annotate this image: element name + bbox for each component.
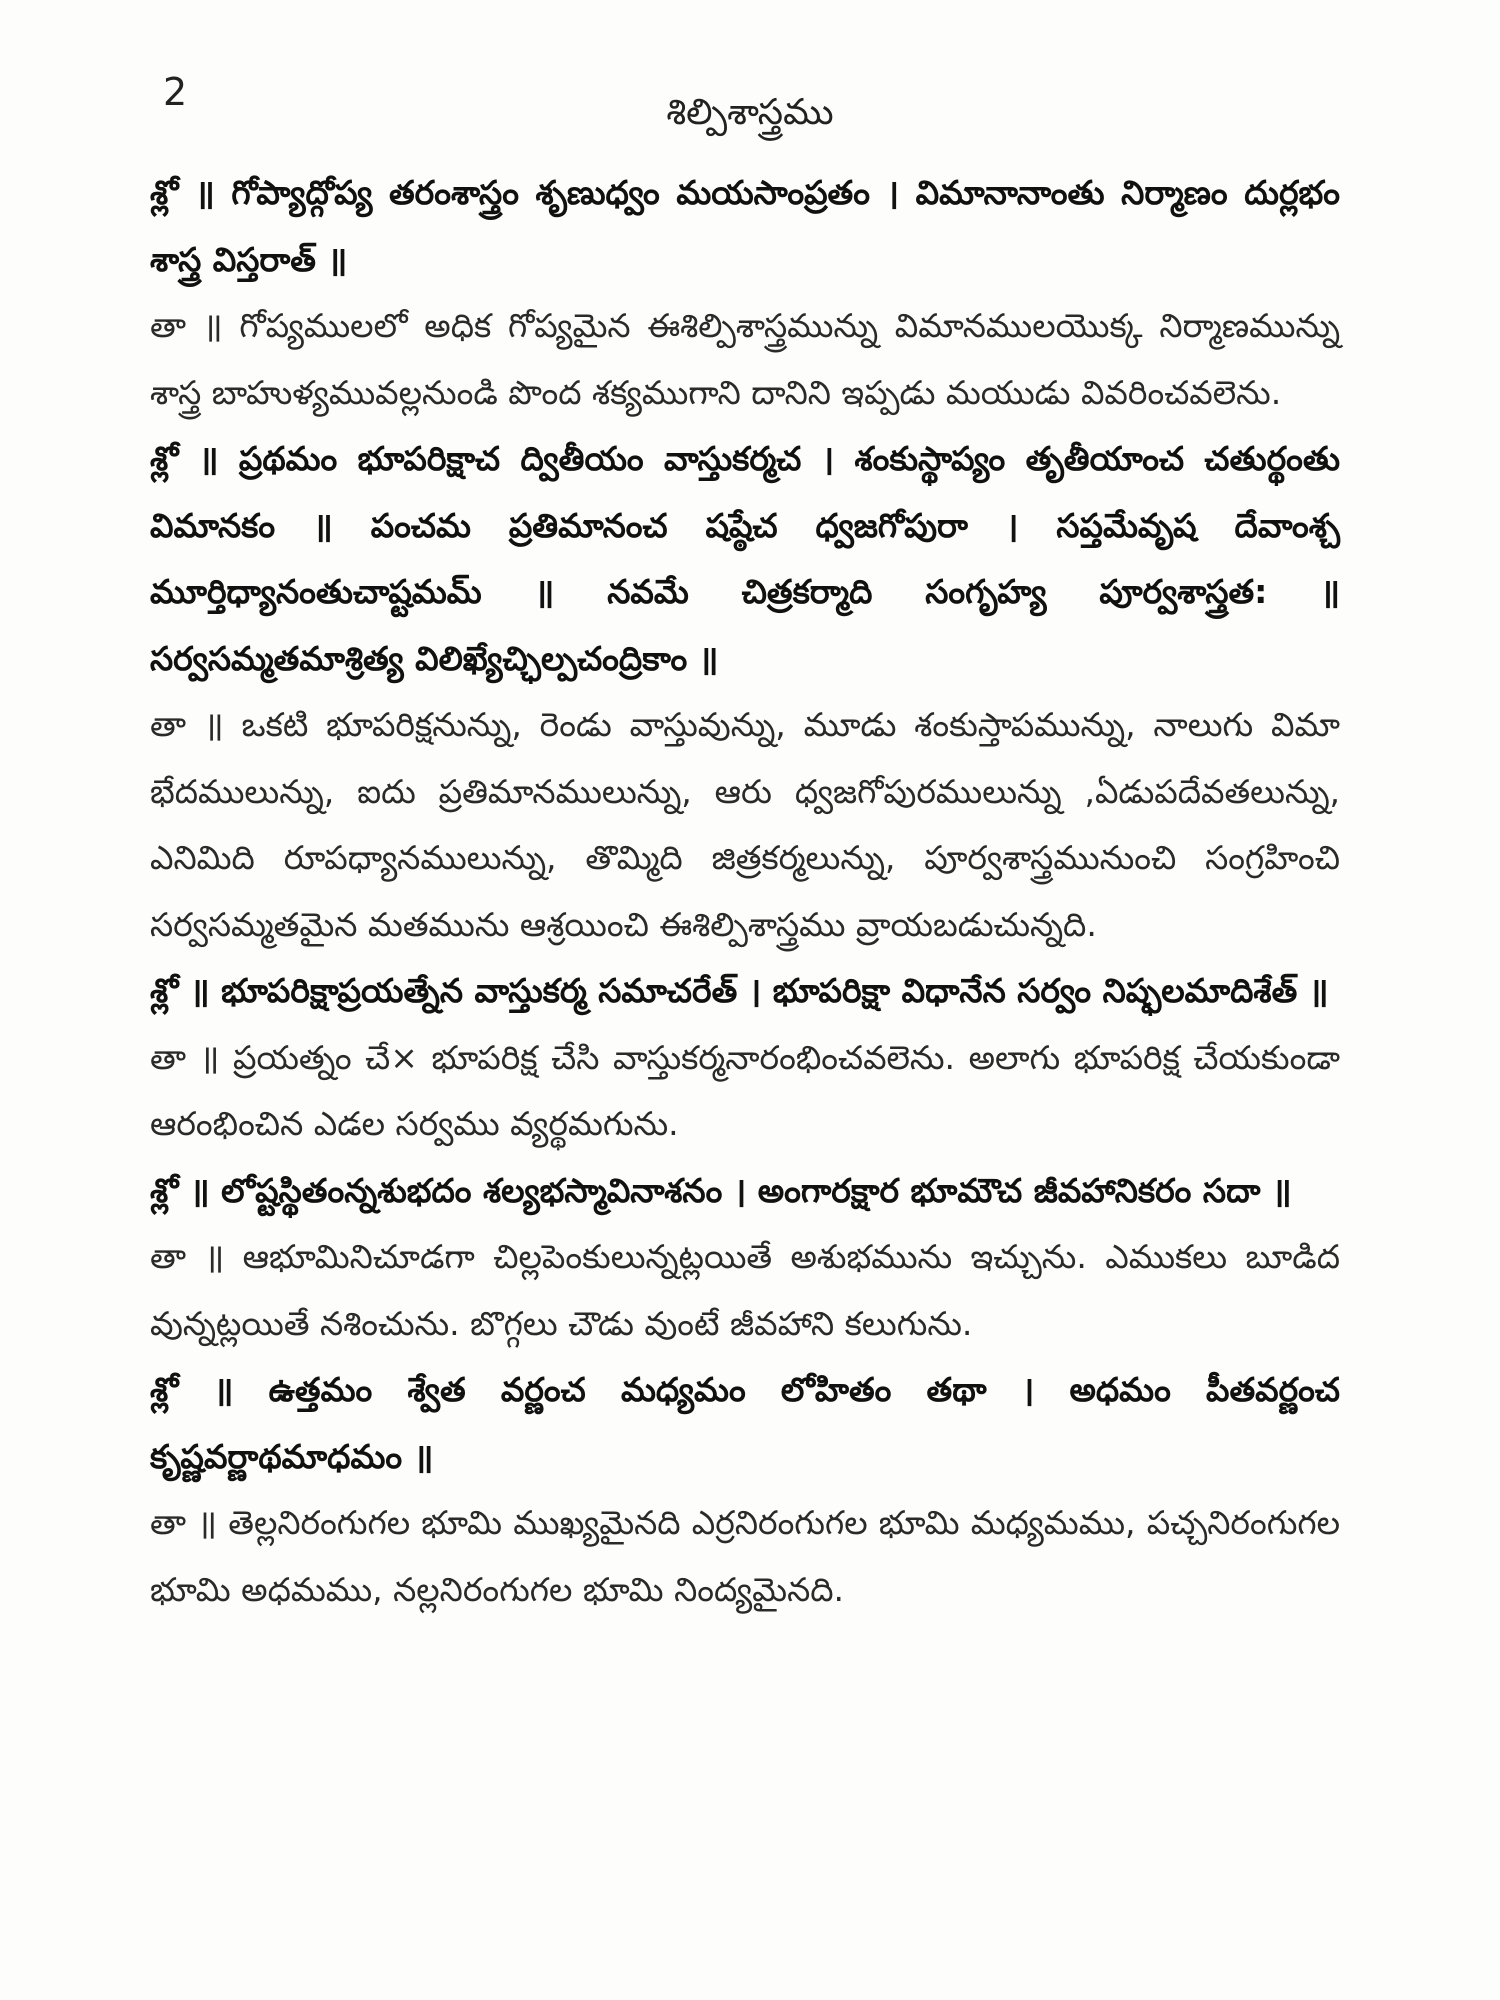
sloka-verse: శ్లో ॥ భూపరిక్షాప్రయత్నేన వాస్తుకర్మ సమాచరేత్ । భూపరిక్షా విధానేన సర్వం నిష్ఫలమాదిశేత్ ॥ [150, 971, 1329, 1010]
meaning-paragraph: తా ॥ ఒకటి భూపరిక్షనున్ను, రెండు వాస్తువున్ను, మూడు శంకుస్తాపమున్ను, నాలుగు విమా భేదములున్ను, ఐదు ప్రతిమానములున్ను, ఆరు ధ్వజగోపురములున్ను ,ఏడుపదేవతలున్ను, ఎనిమిది రూపధ్యానములున్ను, తొమ్మిది జిత్రకర్మలున్ను, పూర్వశాస్త్రమునుంచి సంగ్రహించి సర్వసమ్మతమైన మతమును ఆశ్రయించి ఈశిల్పిశాస్త్రము వ్రాయబడుచున్నది. [150, 705, 1340, 944]
meaning-paragraph: తా ॥ ఆభూమినిచూడగా చిల్లపెంకులున్నట్లయితే అశుభమును ఇచ్చును. ఎముకలు బూడిద వున్నట్లయితే నశించును. బొగ్గలు చౌడు వుంటే జీవహాని కలుగును. [150, 1237, 1340, 1343]
meaning-paragraph: తా ॥ తెల్లనిరంగుగల భూమి ముఖ్యమైనది ఎర్రనిరంగుగల భూమి మధ్యమము, పచ్చనిరంగుగల భూమి అధమము, నల్లనిరంగుగల భూమి నింద్యమైనది. [150, 1503, 1340, 1609]
running-title: శిల్పిశాస్త్రము [666, 92, 834, 133]
page-number: 2 [163, 70, 188, 114]
meaning-paragraph: తా ॥ ప్రయత్నం చే× భూపరిక్ష చేసి వాస్తుకర్మనారంభించవలెను. అలాగు భూపరిక్ష చేయకుండా ఆరంభించిన ఎడల సర్వము వ్యర్థమగును. [150, 1037, 1340, 1143]
page-body [150, 160, 1340, 1623]
sloka-verse: శ్లో ॥ లోష్టస్థితంన్నశుభదం శల్యభస్మావినాశనం । అంగారక్షార భూమౌచ జీవహానికరం సదా ॥ [150, 1170, 1292, 1210]
meaning-paragraph: తా ॥ గోప్యములలో అధిక గోప్యమైన ఈశిల్పిశాస్త్రమున్ను విమానములయొక్క నిర్మాణమున్ను శాస్త్ర బాహుళ్యమువల్లనుండి పొంద శక్యముగాని దానిని ఇప్పడు మయుడు వివరించవలెను. [150, 306, 1340, 412]
sloka-verse: శ్లో ॥ ఉత్తమం శ్వేత వర్ణంచ మధ్యమం లోహితం తథా । అధమం పీతవర్ణంచ కృష్ణవర్ణాథమాధమం ॥ [150, 1370, 1340, 1476]
sloka-verse: శ్లో ॥ గోప్యాద్గోప్య తరంశాస్త్రం శృణుధ్వం మయసాంప్రతం । విమానానాంతు నిర్మాణం దుర్లభం శాస్త్ర విస్తరాత్ ॥ [150, 173, 1340, 279]
sloka-verse: శ్లో ॥ ప్రథమం భూపరిక్షాచ ద్వితీయం వాస్తుకర్మచ । శంకుస్థాప్యం తృతీయాంచ చతుర్థంతు విమానకం ॥ పంచమ ప్రతిమానంచ షష్ఠేచ ధ్వజగోపురా । సప్తమేవృష దేవాంశ్చ మూర్తిధ్యానంతుచాష్టమమ్ ॥ నవమే చిత్రకర్మాది సంగృహ్య పూర్వశాస్త్రత: ॥ సర్వసమ్మతమాశ్రిత్య విలిఖ్యేచ్ఛిల్పచంద్రికాం ॥ [150, 439, 1340, 678]
